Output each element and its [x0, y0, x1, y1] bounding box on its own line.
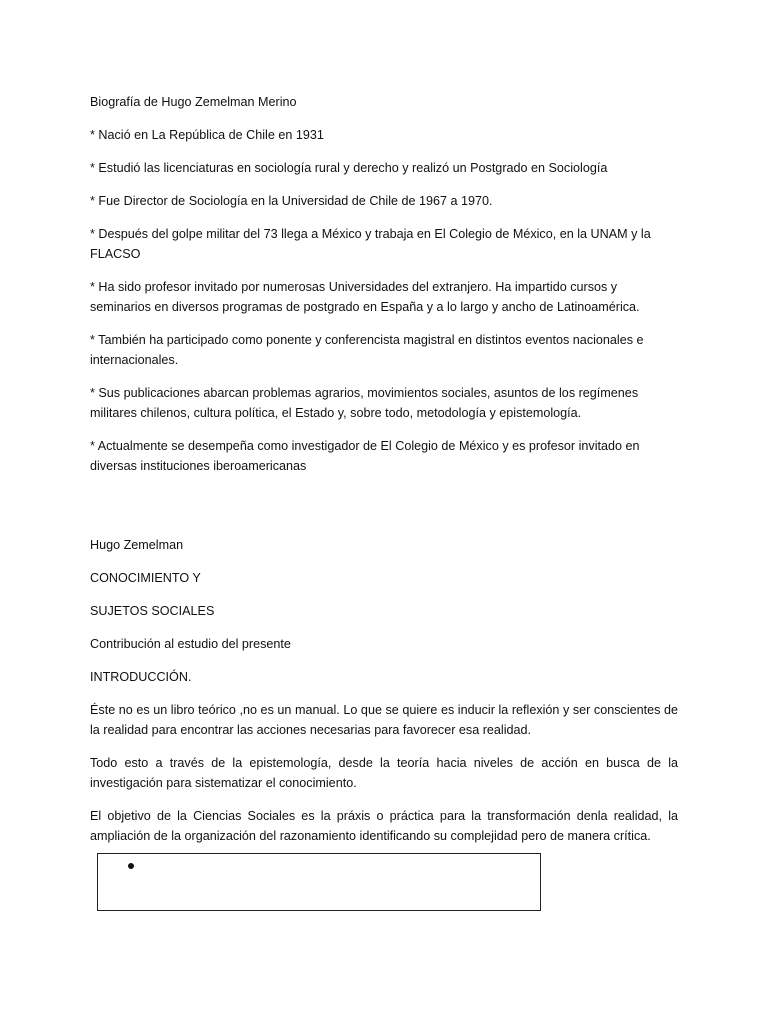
- document-body: [90, 92, 678, 859]
- bullet-icon: [128, 863, 134, 869]
- bio-item-mexico: * Después del golpe militar del 73 llega a México y trabaja en El Colegio de México, en la UNAM y la FLACSO: [90, 227, 651, 261]
- intro-paragraph: Todo esto a través de la epistemología, desde la teoría hacia niveles de acción en busca de la investigación para sistematizar el conocimiento.: [90, 756, 678, 790]
- spacer: [90, 489, 678, 535]
- bio-title: Biografía de Hugo Zemelman Merino: [90, 95, 297, 109]
- book-subtitle: Contribución al estudio del presente: [90, 637, 291, 651]
- bio-item-studies: * Estudió las licenciaturas en sociología rural y derecho y realizó un Postgrado en Sociología: [90, 161, 608, 175]
- bio-item-birth: * Nació en La República de Chile en 1931: [90, 128, 324, 142]
- intro-paragraph: El objetivo de la Ciencias Sociales es la práxis o práctica para la transformación denla realidad, la ampliación de la organización del razonamiento identificando su complejidad pero de manera crítica.: [90, 809, 678, 843]
- intro-heading: INTRODUCCIÓN.: [90, 670, 192, 684]
- bullet-text-box: [97, 853, 541, 911]
- bio-item-current: * Actualmente se desempeña como investigador de El Colegio de México y es profesor invitado en diversas instituciones iberoamericanas: [90, 439, 640, 473]
- bio-item-publications: * Sus publicaciones abarcan problemas agrarios, movimientos sociales, asuntos de los regímenes militares chilenos, cultura política, el Estado y, sobre todo, metodología y epistemología.: [90, 386, 639, 420]
- bio-item-speaker: * También ha participado como ponente y conferencista magistral en distintos eventos nacionales e internacionales.: [90, 333, 644, 367]
- author-name: Hugo Zemelman: [90, 538, 184, 552]
- intro-paragraph: Éste no es un libro teórico ,no es un manual. Lo que se quiere es inducir la reflexión y ser conscientes de la realidad para encontrar las acciones necesarias para favorecer esa realidad.: [90, 703, 678, 737]
- bio-item-visiting-professor: * Ha sido profesor invitado por numerosas Universidades del extranjero. Ha impartido cursos y seminarios en diversos programas de postgrado en España y a lo largo y ancho de Latinoamérica.: [90, 280, 640, 314]
- book-title-line-2: SUJETOS SOCIALES: [90, 604, 215, 618]
- bio-item-director: * Fue Director de Sociología en la Universidad de Chile de 1967 a 1970.: [90, 194, 493, 208]
- book-title-line-1: CONOCIMIENTO Y: [90, 571, 201, 585]
